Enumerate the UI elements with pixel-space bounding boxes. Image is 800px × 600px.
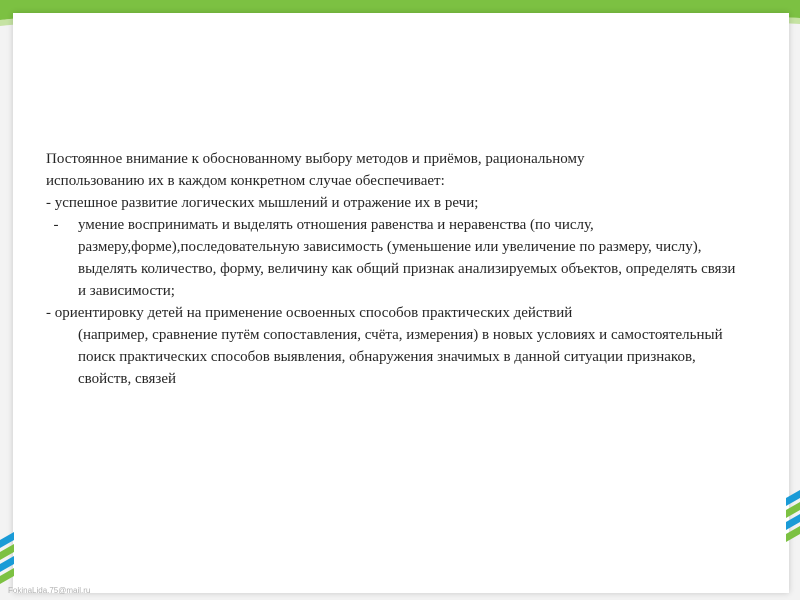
dash-item-orientation xyxy=(46,302,736,390)
dash-item-logical-thinking: - успешное развитие логических мышлений и отражение их в речи; xyxy=(46,195,479,211)
intro-line-1: Постоянное внимание к обоснованному выбору методов и приёмов, рациональному xyxy=(46,151,585,167)
dash-item-orientation-first-line: - ориентировку детей на применение освоенных способов практических действий xyxy=(46,305,573,321)
right-stripes-decoration xyxy=(772,488,800,548)
footer-author-email: FokinaLida.75@mail.ru xyxy=(8,586,91,595)
bullet-marker: - xyxy=(53,217,59,233)
bullet-item-relations xyxy=(46,214,736,302)
left-stripes-decoration xyxy=(0,530,20,590)
intro-line-2: использованию их в каждом конкретном случае обеспечивает: xyxy=(46,173,445,189)
bullet-item-text: умение воспринимать и выделять отношения равенства и неравенства (по числу, размеру,форме),последовательную зависимость (уменьшение или увеличение по размеру, числу), выделять количество, форму, величину как общий признак анализируемых объектов, определять связи и зависимости; xyxy=(78,217,736,299)
dash-item-orientation-continuation: (например, сравнение путём сопоставления, счёта, измерения) в новых условиях и самостоятельный поиск практических способов выявления, обнаружения значимых в данной ситуации признаков, свойств, связей xyxy=(78,327,723,387)
slide-body-text xyxy=(46,148,736,390)
